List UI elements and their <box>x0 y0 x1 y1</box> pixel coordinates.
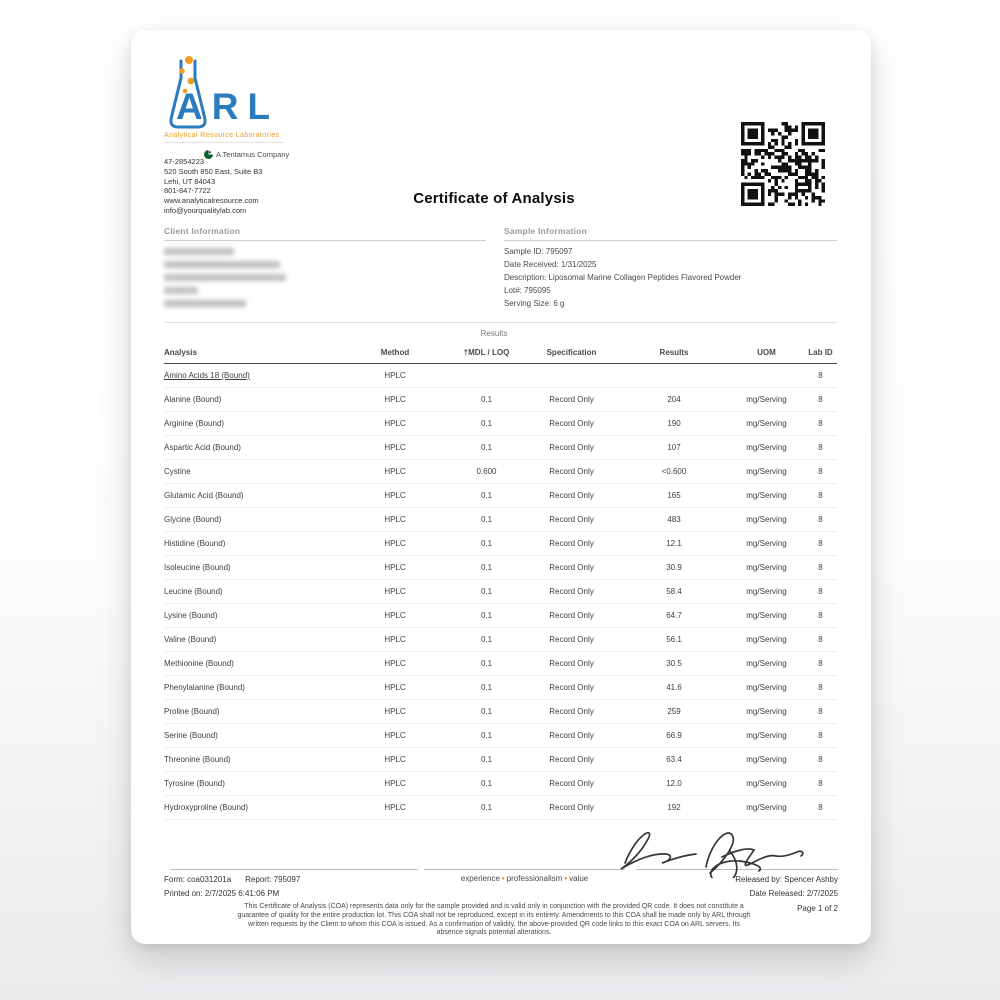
lab-id-cell: 8 <box>804 532 837 556</box>
analysis-cell: Hydroxyproline (Bound) <box>164 796 341 820</box>
uom-cell: mg/Serving <box>729 532 804 556</box>
analysis-cell: Cystine <box>164 460 341 484</box>
table-row <box>164 460 837 484</box>
uom-cell: mg/Serving <box>729 628 804 652</box>
lab-id-cell: 8 <box>804 724 837 748</box>
sample-description: Description: Liposomal Marine Collagen Peptides Flavored Powder <box>504 273 742 282</box>
col-lab-id: Lab ID <box>804 343 837 364</box>
uom-cell: mg/Serving <box>729 412 804 436</box>
specification-cell: Record Only <box>524 724 619 748</box>
uom-cell <box>729 364 804 388</box>
mdl-loq-cell: 0.1 <box>449 748 524 772</box>
result-cell: 12.0 <box>619 772 729 796</box>
mdl-loq-cell: 0.600 <box>449 460 524 484</box>
lab-address-line1: 520 South 850 East, Suite B3 <box>164 166 263 176</box>
lab-phone-alt: 47-2854223 <box>164 157 205 166</box>
lab-id-cell: 8 <box>804 796 837 820</box>
specification-cell: Record Only <box>524 388 619 412</box>
analysis-cell: Glycine (Bound) <box>164 508 341 532</box>
specification-cell: Record Only <box>524 436 619 460</box>
lab-email: info@yourqualitylab.com <box>164 205 247 215</box>
lab-id-cell: 8 <box>804 484 837 508</box>
date-received: Date Received: 1/31/2025 <box>504 260 597 269</box>
page-indicator: Page 1 of 2 <box>797 904 838 913</box>
col-mdl-loq: †MDL / LOQ <box>449 343 524 364</box>
method-cell: HPLC <box>341 532 449 556</box>
table-row <box>164 796 837 820</box>
table-row <box>164 580 837 604</box>
table-row <box>164 436 837 460</box>
analysis-cell: Alanine (Bound) <box>164 388 341 412</box>
lab-id-cell: 8 <box>804 388 837 412</box>
lab-id-cell: 8 <box>804 436 837 460</box>
mdl-loq-cell: 0.1 <box>449 388 524 412</box>
analysis-cell: Proline (Bound) <box>164 700 341 724</box>
lab-id-cell: 8 <box>804 676 837 700</box>
tagline-value: value <box>569 874 589 883</box>
table-row <box>164 700 837 724</box>
lab-address-line2: Lehi, UT 84043 <box>164 176 216 186</box>
result-cell: 192 <box>619 796 729 820</box>
method-cell: HPLC <box>341 364 449 388</box>
serving-size: Serving Size: 6 g <box>504 299 565 308</box>
specification-cell: Record Only <box>524 460 619 484</box>
results-table <box>164 343 837 820</box>
result-cell: <0.600 <box>619 460 729 484</box>
specification-cell: Record Only <box>524 532 619 556</box>
analysis-cell: Threonine (Bound) <box>164 748 341 772</box>
mdl-loq-cell: 0.1 <box>449 700 524 724</box>
client-information-section <box>164 226 486 313</box>
method-cell: HPLC <box>341 580 449 604</box>
form-number: Form: coa031201a <box>164 875 232 884</box>
lab-id-cell: 8 <box>804 580 837 604</box>
mdl-loq-cell: 0.1 <box>449 772 524 796</box>
specification-cell: Record Only <box>524 748 619 772</box>
uom-cell: mg/Serving <box>729 604 804 628</box>
bullet-separator: • <box>501 874 505 883</box>
method-cell: HPLC <box>341 460 449 484</box>
uom-cell: mg/Serving <box>729 700 804 724</box>
method-cell: HPLC <box>341 436 449 460</box>
lab-id-cell: 8 <box>804 508 837 532</box>
result-cell: 56.1 <box>619 628 729 652</box>
specification-cell: Record Only <box>524 484 619 508</box>
table-row <box>164 628 837 652</box>
lab-id-cell: 8 <box>804 748 837 772</box>
table-row <box>164 556 837 580</box>
uom-cell: mg/Serving <box>729 772 804 796</box>
client-information-heading: Client Information <box>164 226 486 241</box>
analysis-cell: Leucine (Bound) <box>164 580 341 604</box>
mdl-loq-cell: 0.1 <box>449 436 524 460</box>
analysis-cell: Isoleucine (Bound) <box>164 556 341 580</box>
uom-cell: mg/Serving <box>729 484 804 508</box>
mdl-loq-cell: 0.1 <box>449 652 524 676</box>
table-row <box>164 772 837 796</box>
specification-cell: Record Only <box>524 796 619 820</box>
analysis-cell: Phenylalanine (Bound) <box>164 676 341 700</box>
method-cell: HPLC <box>341 412 449 436</box>
table-row <box>164 724 837 748</box>
lab-id-cell: 8 <box>804 652 837 676</box>
table-header-row <box>164 343 837 364</box>
method-cell: HPLC <box>341 484 449 508</box>
method-cell: HPLC <box>341 772 449 796</box>
mdl-loq-cell: 0.1 <box>449 532 524 556</box>
lab-id-cell: 8 <box>804 412 837 436</box>
method-cell: HPLC <box>341 676 449 700</box>
table-row <box>164 604 837 628</box>
uom-cell: mg/Serving <box>729 580 804 604</box>
lab-id-cell: 8 <box>804 556 837 580</box>
mdl-loq-cell: 0.1 <box>449 508 524 532</box>
page-title: Certificate of Analysis <box>413 190 575 207</box>
analysis-cell: Aspartic Acid (Bound) <box>164 436 341 460</box>
col-method: Method <box>341 343 449 364</box>
method-cell: HPLC <box>341 796 449 820</box>
lab-id-cell: 8 <box>804 364 837 388</box>
lab-id-cell: 8 <box>804 460 837 484</box>
method-cell: HPLC <box>341 652 449 676</box>
table-row <box>164 388 837 412</box>
logo-subtitle: Analytical Resource Laboratories <box>164 132 284 143</box>
mdl-loq-cell: 0.1 <box>449 676 524 700</box>
lab-website: www.analyticalresource.com <box>164 196 259 206</box>
result-cell: 165 <box>619 484 729 508</box>
analysis-cell: Histidine (Bound) <box>164 532 341 556</box>
analysis-cell: Glutamic Acid (Bound) <box>164 484 341 508</box>
mdl-loq-cell: 0.1 <box>449 484 524 508</box>
method-cell: HPLC <box>341 700 449 724</box>
specification-cell: Record Only <box>524 676 619 700</box>
lot-number: Lot#: 795095 <box>504 286 551 295</box>
sample-information-section <box>504 226 837 310</box>
col-analysis: Analysis <box>164 343 341 364</box>
method-cell: HPLC <box>341 628 449 652</box>
tagline-professionalism: professionalism <box>506 874 563 883</box>
logo-text: ARL <box>176 86 280 127</box>
results-band-title: Results <box>480 329 508 338</box>
result-cell: 204 <box>619 388 729 412</box>
col-specification: Specification <box>524 343 619 364</box>
result-cell: 483 <box>619 508 729 532</box>
analysis-cell: Lysine (Bound) <box>164 604 341 628</box>
specification-cell: Record Only <box>524 772 619 796</box>
result-cell: 30.9 <box>619 556 729 580</box>
specification-cell: Record Only <box>524 556 619 580</box>
result-cell: 41.6 <box>619 676 729 700</box>
mdl-loq-cell <box>449 364 524 388</box>
analysis-cell: Amino Acids 18 (Bound) <box>164 364 341 388</box>
method-cell: HPLC <box>341 556 449 580</box>
specification-cell: Record Only <box>524 652 619 676</box>
mdl-loq-cell: 0.1 <box>449 556 524 580</box>
uom-cell: mg/Serving <box>729 508 804 532</box>
mdl-loq-cell: 0.1 <box>449 604 524 628</box>
table-row <box>164 412 837 436</box>
sample-information-heading: Sample Information <box>504 226 837 241</box>
client-redacted-lines <box>164 248 486 307</box>
table-row <box>164 484 837 508</box>
released-by: Released by: Spencer Ashby <box>735 875 838 884</box>
mdl-loq-cell: 0.1 <box>449 724 524 748</box>
bullet-separator: • <box>564 874 568 883</box>
mdl-loq-cell: 0.1 <box>449 796 524 820</box>
uom-cell: mg/Serving <box>729 724 804 748</box>
table-row <box>164 748 837 772</box>
analysis-cell: Tyrosine (Bound) <box>164 772 341 796</box>
result-cell: 30.5 <box>619 652 729 676</box>
specification-cell: Record Only <box>524 628 619 652</box>
mdl-loq-cell: 0.1 <box>449 580 524 604</box>
tentamus-label: A Tentamus Company <box>216 150 290 159</box>
sample-id: Sample ID: 795097 <box>504 247 573 256</box>
col-results: Results <box>619 343 729 364</box>
analysis-cell: Valine (Bound) <box>164 628 341 652</box>
specification-cell: Record Only <box>524 412 619 436</box>
method-cell: HPLC <box>341 748 449 772</box>
uom-cell: mg/Serving <box>729 460 804 484</box>
result-cell: 12.1 <box>619 532 729 556</box>
method-cell: HPLC <box>341 604 449 628</box>
info-section-divider <box>164 322 837 323</box>
lab-id-cell: 8 <box>804 628 837 652</box>
table-row <box>164 364 837 388</box>
result-cell: 64.7 <box>619 604 729 628</box>
result-cell: 190 <box>619 412 729 436</box>
specification-cell: Record Only <box>524 604 619 628</box>
result-cell <box>619 364 729 388</box>
specification-cell: Record Only <box>524 700 619 724</box>
result-cell: 259 <box>619 700 729 724</box>
report-number: Report: 795097 <box>245 875 301 884</box>
uom-cell: mg/Serving <box>729 796 804 820</box>
tagline-experience: experience <box>460 874 500 883</box>
method-cell: HPLC <box>341 724 449 748</box>
date-released: Date Released: 2/7/2025 <box>749 889 838 898</box>
results-table-body <box>164 364 837 820</box>
analysis-cell: Arginine (Bound) <box>164 412 341 436</box>
analysis-cell: Serine (Bound) <box>164 724 341 748</box>
table-row <box>164 676 837 700</box>
mdl-loq-cell: 0.1 <box>449 628 524 652</box>
result-cell: 63.4 <box>619 748 729 772</box>
specification-cell <box>524 364 619 388</box>
coa-disclaimer: This Certificate of Analysis (COA) represents data only for the sample provided and is valid only in conjunction with the provided QR code. It does not constitute a guarantee of quality for the entire production lot. This COA shall not be reproduced, except in its entirety. Amendments to this COA shall be made only by ARL through written requests by the Client to whom this COA is issued. As a confirmation of validity, the above-provided QR code links to this exact COA on ARL servers. Its absence signals potential alterations. <box>237 903 751 937</box>
table-row <box>164 508 837 532</box>
uom-cell: mg/Serving <box>729 652 804 676</box>
certificate-page <box>131 30 871 944</box>
table-row <box>164 652 837 676</box>
uom-cell: mg/Serving <box>729 556 804 580</box>
method-cell: HPLC <box>341 508 449 532</box>
specification-cell: Record Only <box>524 580 619 604</box>
result-cell: 107 <box>619 436 729 460</box>
specification-cell: Record Only <box>524 508 619 532</box>
lab-phone: 801-847-7722 <box>164 186 211 196</box>
lab-id-cell: 8 <box>804 700 837 724</box>
release-block <box>561 873 838 901</box>
signature-handwriting <box>609 823 814 878</box>
uom-cell: mg/Serving <box>729 388 804 412</box>
analysis-cell: Methionine (Bound) <box>164 652 341 676</box>
result-cell: 58.4 <box>619 580 729 604</box>
mdl-loq-cell: 0.1 <box>449 412 524 436</box>
result-cell: 66.9 <box>619 724 729 748</box>
uom-cell: mg/Serving <box>729 676 804 700</box>
col-uom: UOM <box>729 343 804 364</box>
footer-rule-center <box>424 869 625 870</box>
printed-on: Printed on: 2/7/2025 6:41:06 PM <box>164 889 280 898</box>
uom-cell: mg/Serving <box>729 748 804 772</box>
footer-rule-left <box>171 869 418 870</box>
method-cell: HPLC <box>341 388 449 412</box>
lab-id-cell: 8 <box>804 772 837 796</box>
table-row <box>164 532 837 556</box>
footer-left-block <box>164 873 300 901</box>
lab-id-cell: 8 <box>804 604 837 628</box>
uom-cell: mg/Serving <box>729 436 804 460</box>
